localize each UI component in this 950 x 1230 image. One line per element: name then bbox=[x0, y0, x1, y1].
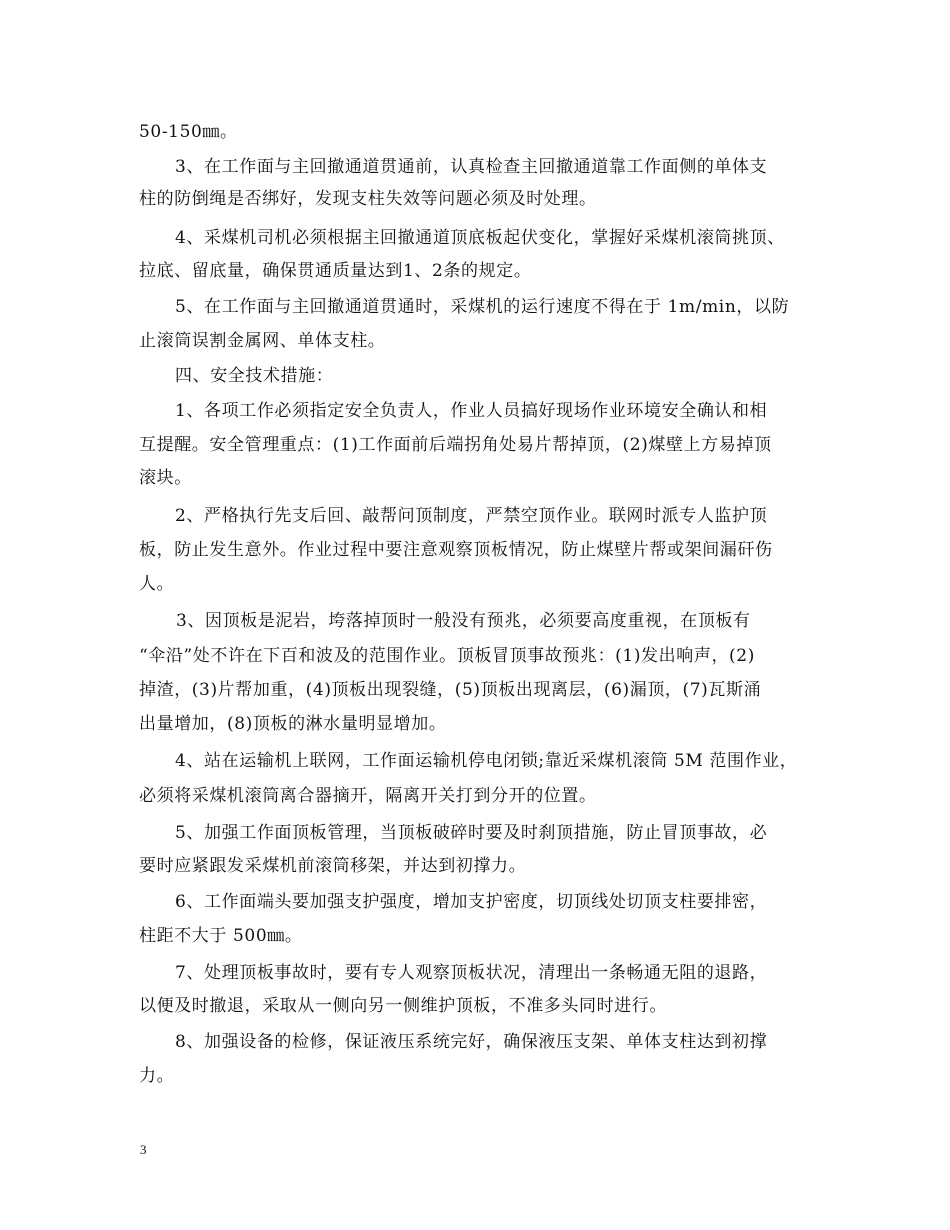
text-line: 出量增加，(8)顶板的淋水量明显增加。 bbox=[139, 714, 447, 734]
text-line: 6、工作面端头要加强支护强度，增加支护密度，切顶线处切顶支柱要排密， bbox=[175, 892, 768, 912]
text-line: 5、在工作面与主回撤通道贯通时，采煤机的运行速度不得在于 1m/min，以防 bbox=[175, 297, 790, 317]
text-line: 4、采煤机司机必须根据主回撤通道顶底板起伏变化，掌握好采煤机滚筒挑顶、 bbox=[175, 228, 785, 248]
text-line: 柱距不大于 500㎜。 bbox=[139, 926, 303, 946]
text-line: 8、加强设备的检修，保证液压系统完好，确保液压支架、单体支柱达到初撑 bbox=[175, 1032, 768, 1052]
page-number: 3 bbox=[140, 1142, 147, 1157]
text-line: 必须将采煤机滚筒离合器摘开，隔离开关打到分开的位置。 bbox=[139, 786, 597, 806]
text-line: 以便及时撤退，采取从一侧向另一侧维护顶板，不准多头同时进行。 bbox=[139, 996, 667, 1016]
text-line: 2、严格执行先支后回、敲帮问顶制度，严禁空顶作业。联网时派专人监护顶 bbox=[175, 506, 768, 526]
text-line: 5、加强工作面顶板管理，当顶板破碎时要及时刹顶措施，防止冒顶事故，必 bbox=[175, 823, 768, 843]
text-line: 柱的防倒绳是否绑好，发现支柱失效等问题必须及时处理。 bbox=[139, 189, 597, 209]
text-line: 滚块。 bbox=[139, 468, 192, 488]
text-line: 1、各项工作必须指定安全负责人，作业人员搞好现场作业环境安全确认和相 bbox=[175, 401, 768, 421]
text-line: 3、在工作面与主回撤通道贯通前，认真检查主回撤通道靠工作面侧的单体支 bbox=[175, 157, 768, 177]
text-line: 50-150㎜。 bbox=[139, 122, 238, 142]
text-line: “伞沿”处不许在下百和波及的范围作业。顶板冒顶事故预兆：(1)发出响声，(2) bbox=[139, 646, 755, 666]
text-line: 4、站在运输机上联网，工作面运输机停电闭锁;靠近采煤机滚筒 5M 范围作业， bbox=[175, 751, 798, 771]
text-line: 拉底、留底量，确保贯通质量达到1、2条的规定。 bbox=[139, 261, 532, 281]
text-line: 止滚筒误割金属网、单体支柱。 bbox=[139, 331, 386, 351]
text-line: 3、因顶板是泥岩，垮落掉顶时一般没有预兆，必须要高度重视，在顶板有 bbox=[176, 611, 751, 631]
section-heading: 四、安全技术措施： bbox=[175, 366, 334, 386]
text-line: 人。 bbox=[139, 574, 175, 594]
text-line: 力。 bbox=[139, 1066, 175, 1086]
text-line: 板，防止发生意外。作业过程中要注意观察顶板情况，防止煤壁片帮或架间漏矸伤 bbox=[139, 540, 773, 560]
text-line: 7、处理顶板事故时，要有专人观察顶板状况，清理出一条畅通无阻的退路， bbox=[175, 963, 768, 983]
text-line: 要时应紧跟发采煤机前滚筒移架，并达到初撑力。 bbox=[139, 856, 527, 876]
text-line: 互提醒。安全管理重点：(1)工作面前后端拐角处易片帮掉顶，(2)煤壁上方易掉顶 bbox=[139, 435, 772, 455]
text-line: 掉渣，(3)片帮加重，(4)顶板出现裂缝，(5)顶板出现离层，(6)漏顶，(7)瓦斯涌 bbox=[139, 680, 762, 700]
